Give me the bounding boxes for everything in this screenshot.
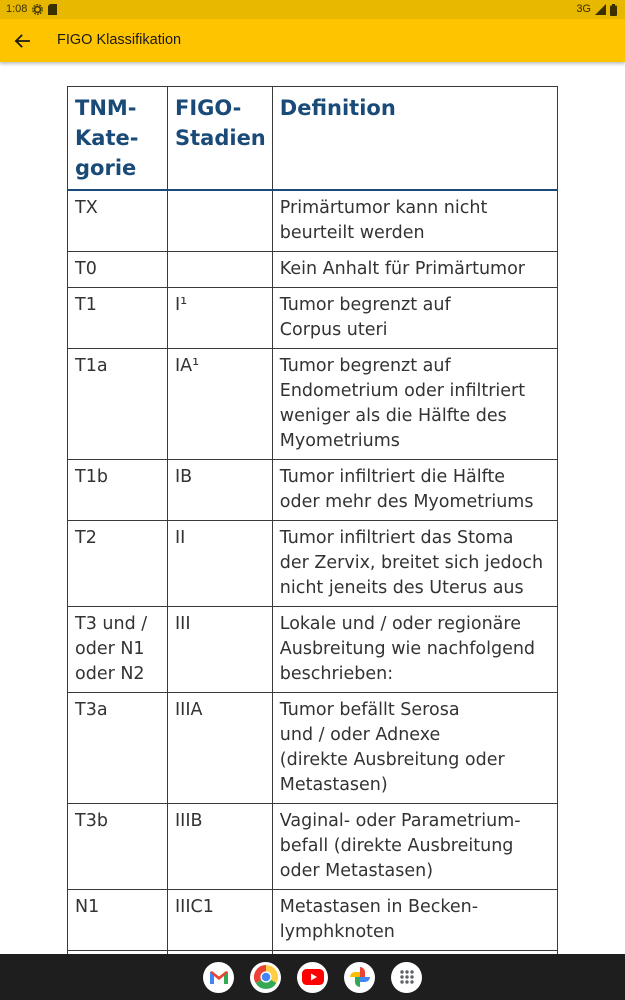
navigation-bar bbox=[0, 954, 625, 1000]
cell-definition: Metastasen in Becken- lymphknoten bbox=[272, 890, 557, 951]
youtube-icon bbox=[302, 969, 324, 985]
cell-tnm-category: T2 bbox=[68, 521, 168, 607]
table-row bbox=[68, 890, 558, 951]
chrome-icon bbox=[253, 964, 279, 990]
cell-definition: Lokale und / oder regionäre Ausbreitung wie nachfolgend beschrieben: bbox=[272, 607, 557, 693]
back-button[interactable] bbox=[4, 23, 40, 59]
cell-definition: Tumor begrenzt auf Endometrium oder infiltriert weniger als die Hälfte des Myometriums bbox=[272, 349, 557, 460]
cell-tnm-category: T3b bbox=[68, 804, 168, 890]
cell-figo-stage: IA¹ bbox=[168, 349, 273, 460]
cell-figo-stage bbox=[168, 190, 273, 252]
cell-definition: Vaginal- oder Parametrium- befall (direkte Ausbreitung oder Metastasen) bbox=[272, 804, 557, 890]
gmail-icon bbox=[209, 970, 229, 985]
photos-icon bbox=[349, 966, 371, 988]
header-figo-stages: FIGO- Stadien bbox=[168, 87, 273, 191]
youtube-app[interactable] bbox=[297, 962, 328, 993]
header-definition: Definition bbox=[272, 87, 557, 191]
cell-figo-stage: IIIB bbox=[168, 804, 273, 890]
table-row bbox=[68, 607, 558, 693]
app-bar bbox=[0, 19, 625, 62]
content-scroll[interactable] bbox=[0, 62, 625, 954]
photos-app[interactable] bbox=[344, 962, 375, 993]
cell-tnm-category: TX bbox=[68, 190, 168, 252]
table-row bbox=[68, 349, 558, 460]
table-header-row bbox=[68, 87, 558, 191]
cell-tnm-category: T0 bbox=[68, 252, 168, 288]
cell-figo-stage: III bbox=[168, 607, 273, 693]
battery-icon bbox=[610, 4, 617, 16]
cell-figo-stage: I¹ bbox=[168, 288, 273, 349]
cell-definition: Tumor infiltriert das Stoma der Zervix, breitet sich jedoch nicht jeneits des Uterus aus bbox=[272, 521, 557, 607]
status-time: 1:08 bbox=[6, 3, 28, 15]
cell-tnm-category: T3a bbox=[68, 693, 168, 804]
status-bar bbox=[0, 0, 625, 19]
app-drawer-button[interactable] bbox=[391, 962, 422, 993]
cell-figo-stage bbox=[168, 252, 273, 288]
page-title: FIGO Klassifikation bbox=[57, 32, 182, 48]
table-row bbox=[68, 804, 558, 890]
table-row bbox=[68, 693, 558, 804]
cell-tnm-category: T3 und / oder N1 oder N2 bbox=[68, 607, 168, 693]
chrome-app[interactable] bbox=[250, 962, 281, 993]
cell-tnm-category: T1 bbox=[68, 288, 168, 349]
table-row bbox=[68, 288, 558, 349]
cell-figo-stage: IIIA bbox=[168, 693, 273, 804]
grid-icon bbox=[399, 969, 415, 985]
sim-card-icon bbox=[48, 4, 57, 15]
table-row bbox=[68, 521, 558, 607]
cell-tnm-category: T1a bbox=[68, 349, 168, 460]
cell-tnm-category: N1 bbox=[68, 890, 168, 951]
arrow-back-icon bbox=[14, 33, 30, 49]
network-type: 3G bbox=[576, 3, 591, 15]
cell-figo-stage: IB bbox=[168, 460, 273, 521]
cell-figo-stage: II bbox=[168, 521, 273, 607]
cell-definition: Tumor infiltriert die Hälfte oder mehr des Myometriums bbox=[272, 460, 557, 521]
settings-icon bbox=[32, 4, 43, 15]
app-dock bbox=[0, 954, 625, 1000]
signal-icon bbox=[595, 4, 606, 15]
cell-definition: Tumor befällt Serosa und / oder Adnexe (direkte Ausbreitung oder Metastasen) bbox=[272, 693, 557, 804]
table-row bbox=[68, 252, 558, 288]
cell-tnm-category: T1b bbox=[68, 460, 168, 521]
cell-definition: Kein Anhalt für Primärtumor bbox=[272, 252, 557, 288]
table-row bbox=[68, 190, 558, 252]
table-row bbox=[68, 460, 558, 521]
cell-definition: Tumor begrenzt auf Corpus uteri bbox=[272, 288, 557, 349]
header-tnm-category: TNM- Kate- gorie bbox=[68, 87, 168, 191]
figo-table bbox=[67, 86, 558, 954]
cell-figo-stage: IIIC1 bbox=[168, 890, 273, 951]
cell-definition: Primärtumor kann nicht beurteilt werden bbox=[272, 190, 557, 252]
gmail-app[interactable] bbox=[203, 962, 234, 993]
